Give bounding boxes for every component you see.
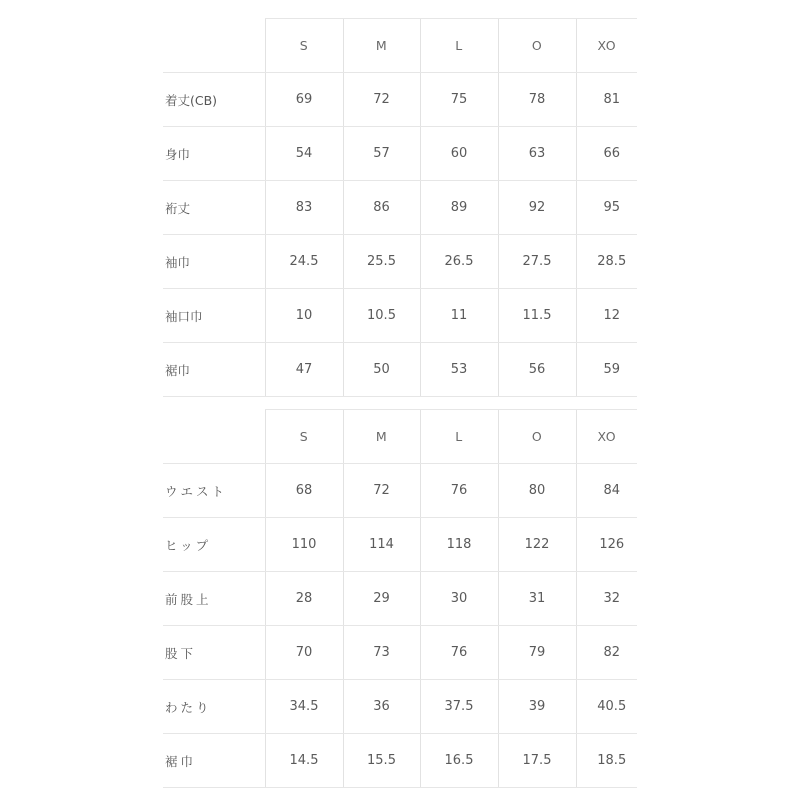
table-cell: 80 [498, 464, 576, 518]
size-header-l: L [420, 19, 498, 73]
table-cell: 53 [420, 343, 498, 397]
table-row [163, 734, 637, 788]
table-cell: 95 [576, 181, 637, 235]
table-cell: 30 [420, 572, 498, 626]
table-cell: 54 [265, 127, 343, 181]
table-cell: 17.5 [498, 734, 576, 788]
table-row [163, 626, 637, 680]
table-header-row [163, 410, 637, 464]
table-row [163, 343, 637, 397]
table-cell: 69 [265, 73, 343, 127]
table-cell: 89 [420, 181, 498, 235]
table-cell: 76 [420, 464, 498, 518]
corner-cell [163, 19, 265, 73]
table-cell: 40.5 [576, 680, 637, 734]
row-label: 袖巾 [163, 235, 265, 289]
table-cell: 114 [343, 518, 420, 572]
table-cell: 10 [265, 289, 343, 343]
row-label: 前股上 [163, 572, 265, 626]
table-row [163, 572, 637, 626]
table-cell: 81 [576, 73, 637, 127]
table-cell: 122 [498, 518, 576, 572]
size-header-l: L [420, 410, 498, 464]
table-cell: 56 [498, 343, 576, 397]
row-label: 裾巾 [163, 734, 265, 788]
table-cell: 68 [265, 464, 343, 518]
size-header-s: S [265, 19, 343, 73]
table-cell: 92 [498, 181, 576, 235]
table-row [163, 235, 637, 289]
row-label: 裄丈 [163, 181, 265, 235]
table-cell: 57 [343, 127, 420, 181]
table-row [163, 181, 637, 235]
table-cell: 73 [343, 626, 420, 680]
row-label: 身巾 [163, 127, 265, 181]
table-cell: 86 [343, 181, 420, 235]
row-label: 裾巾 [163, 343, 265, 397]
size-header-o: O [498, 19, 576, 73]
table-row [163, 73, 637, 127]
table-cell: 12 [576, 289, 637, 343]
table-cell: 32 [576, 572, 637, 626]
row-label: 股下 [163, 626, 265, 680]
size-header-xo: XO [576, 19, 637, 73]
table-cell: 75 [420, 73, 498, 127]
table-row [163, 464, 637, 518]
table-cell: 26.5 [420, 235, 498, 289]
table-cell: 60 [420, 127, 498, 181]
table-cell: 28 [265, 572, 343, 626]
table-cell: 24.5 [265, 235, 343, 289]
table-cell: 28.5 [576, 235, 637, 289]
table-cell: 39 [498, 680, 576, 734]
table-cell: 83 [265, 181, 343, 235]
table-cell: 25.5 [343, 235, 420, 289]
jacket-size-table [163, 18, 637, 397]
size-header-m: M [343, 410, 420, 464]
table-cell: 37.5 [420, 680, 498, 734]
table-row [163, 289, 637, 343]
row-label: 着丈(CB) [163, 73, 265, 127]
table-cell: 126 [576, 518, 637, 572]
table-cell: 29 [343, 572, 420, 626]
size-header-o: O [498, 410, 576, 464]
table-cell: 50 [343, 343, 420, 397]
table-cell: 31 [498, 572, 576, 626]
table-cell: 84 [576, 464, 637, 518]
row-label: ヒップ [163, 518, 265, 572]
table-row [163, 518, 637, 572]
table-header-row [163, 19, 637, 73]
table-cell: 27.5 [498, 235, 576, 289]
table-cell: 11.5 [498, 289, 576, 343]
pants-size-table [163, 409, 637, 788]
table-cell: 63 [498, 127, 576, 181]
table-cell: 15.5 [343, 734, 420, 788]
size-header-xo: XO [576, 410, 637, 464]
table-cell: 78 [498, 73, 576, 127]
row-label: わたり [163, 680, 265, 734]
table-cell: 34.5 [265, 680, 343, 734]
table-cell: 72 [343, 464, 420, 518]
size-header-m: M [343, 19, 420, 73]
table-cell: 76 [420, 626, 498, 680]
table-cell: 66 [576, 127, 637, 181]
table-cell: 82 [576, 626, 637, 680]
table-cell: 59 [576, 343, 637, 397]
row-label: ウエスト [163, 464, 265, 518]
table-cell: 47 [265, 343, 343, 397]
table-cell: 11 [420, 289, 498, 343]
size-header-s: S [265, 410, 343, 464]
table-cell: 118 [420, 518, 498, 572]
table-cell: 10.5 [343, 289, 420, 343]
table-cell: 110 [265, 518, 343, 572]
table-cell: 16.5 [420, 734, 498, 788]
table-cell: 70 [265, 626, 343, 680]
table-row [163, 680, 637, 734]
table-row [163, 127, 637, 181]
row-label: 袖口巾 [163, 289, 265, 343]
table-cell: 79 [498, 626, 576, 680]
table-cell: 72 [343, 73, 420, 127]
table-cell: 18.5 [576, 734, 637, 788]
table-cell: 36 [343, 680, 420, 734]
corner-cell [163, 410, 265, 464]
table-cell: 14.5 [265, 734, 343, 788]
